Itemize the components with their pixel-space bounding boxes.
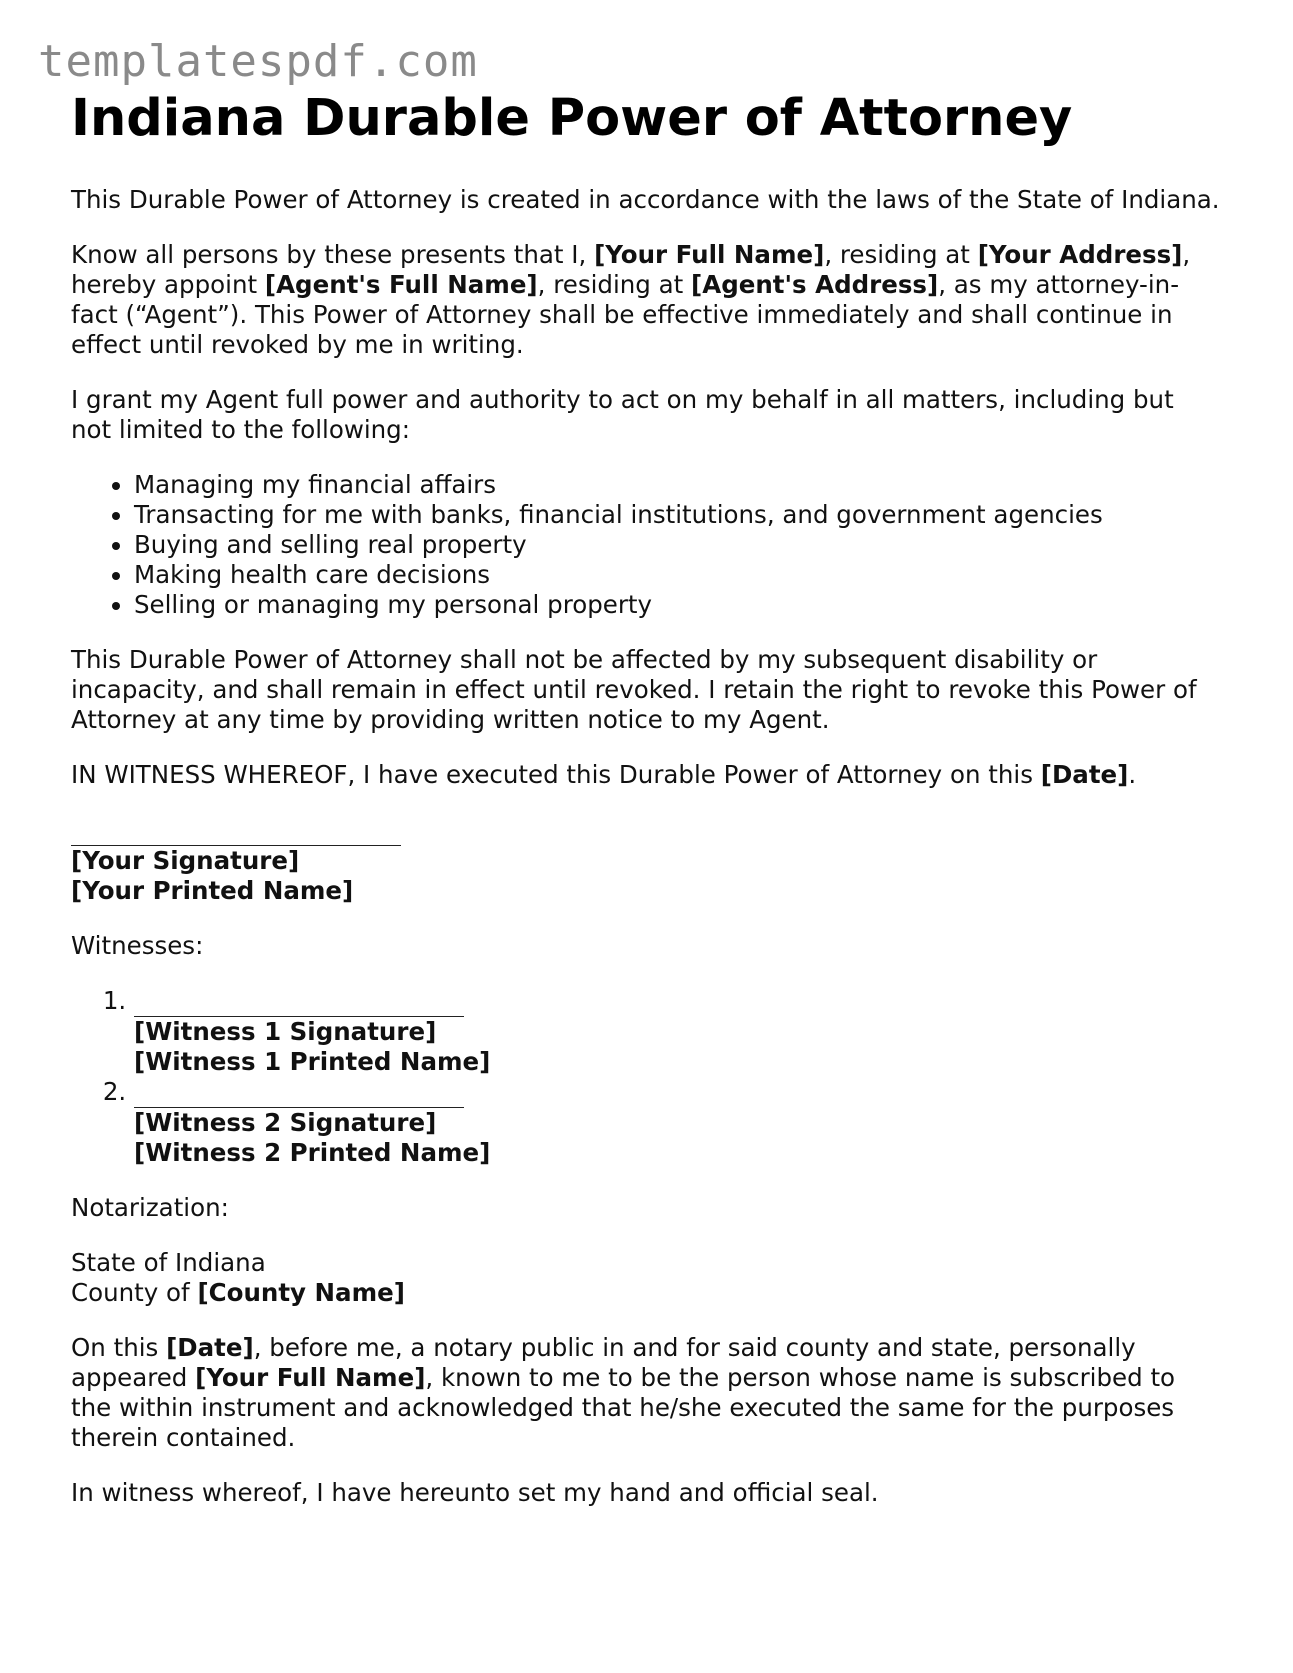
acknowledgment-date-placeholder: [Date]	[166, 1332, 254, 1362]
venue-state: State of Indiana	[71, 1247, 266, 1277]
signature-line	[134, 1077, 464, 1108]
intro-paragraph: This Durable Power of Attorney is created in accordance with the laws of the State of Indiana.	[71, 184, 1220, 214]
document-page	[71, 90, 1221, 1533]
venue-block	[71, 1248, 1221, 1308]
witnesses-heading: Witnesses:	[71, 930, 204, 960]
list-item	[134, 1077, 1221, 1168]
witness-list	[71, 986, 1221, 1168]
watermark-text: templatespdf.com	[38, 36, 478, 87]
closing-paragraph: In witness whereof, I have hereunto set my hand and official seal.	[71, 1477, 879, 1507]
acknowledgment-name-placeholder: [Your Full Name]	[195, 1362, 426, 1392]
venue-county: County of [County Name]	[71, 1277, 405, 1307]
list-item: • Making health care decisions	[134, 560, 1221, 590]
execution-paragraph: IN WITNESS WHEREOF, I have executed this Durable Power of Attorney on this [Date].	[71, 759, 1137, 789]
signature-line	[134, 986, 464, 1017]
principal-printed-name-label: [Your Printed Name]	[71, 875, 354, 905]
agent-name-placeholder: [Agent's Full Name]	[264, 269, 538, 299]
list-item: • Selling or managing my personal property	[134, 590, 1221, 620]
powers-list	[71, 470, 1221, 620]
list-item: • Managing my financial affairs	[134, 470, 1221, 500]
principal-signature-label: [Your Signature]	[71, 845, 300, 875]
witness-2-printed-name-label: [Witness 2 Printed Name]	[134, 1137, 491, 1167]
signature-line	[71, 815, 401, 846]
list-item: • Transacting for me with banks, financial institutions, and government agencies	[134, 500, 1221, 530]
execution-date-placeholder: [Date]	[1040, 759, 1129, 789]
agent-address-placeholder: [Agent's Address]	[691, 269, 939, 299]
document-title: Indiana Durable Power of Attorney	[71, 89, 1073, 148]
principal-name-placeholder: [Your Full Name]	[594, 239, 825, 269]
acknowledgment-paragraph: On this [Date], before me, a notary public in and for said county and state, personally appeared [Your Full Name], known to me to be the person whose name is subscribed to the within instrument and acknowledged that he/she executed the same for the purposes therein contained.	[71, 1332, 1176, 1452]
grant-paragraph: I grant my Agent full power and authority to act on my behalf in all matters, including but not limited to the following:	[71, 384, 1174, 444]
list-item	[134, 986, 1221, 1077]
list-item: • Buying and selling real property	[134, 530, 1221, 560]
notarization-heading: Notarization:	[71, 1192, 229, 1222]
witness-1-signature-label: 1. [Witness 1 Signature]	[134, 1016, 437, 1046]
county-name-placeholder: [County Name]	[197, 1277, 405, 1307]
principal-signature-block	[71, 815, 1221, 906]
witness-1-printed-name-label: [Witness 1 Printed Name]	[134, 1046, 491, 1076]
principal-address-placeholder: [Your Address]	[977, 239, 1183, 269]
witness-2-signature-label: 2. [Witness 2 Signature]	[134, 1107, 437, 1137]
durability-paragraph: This Durable Power of Attorney shall not be affected by my subsequent disability or incapacity, and shall remain in effect until revoked. I retain the right to revoke this Power of Attorney at any time by providing written notice to my Agent.	[71, 644, 1197, 734]
appointment-paragraph: Know all persons by these presents that I, [Your Full Name], residing at [Your Address], hereby appoint [Agent's Full Name], residing at [Agent's Address], as my attorney-in-fact (“Agent”). This Power of Attorney shall be effective immediately and shall continue in effect until revoked by me in writing.	[71, 239, 1191, 359]
